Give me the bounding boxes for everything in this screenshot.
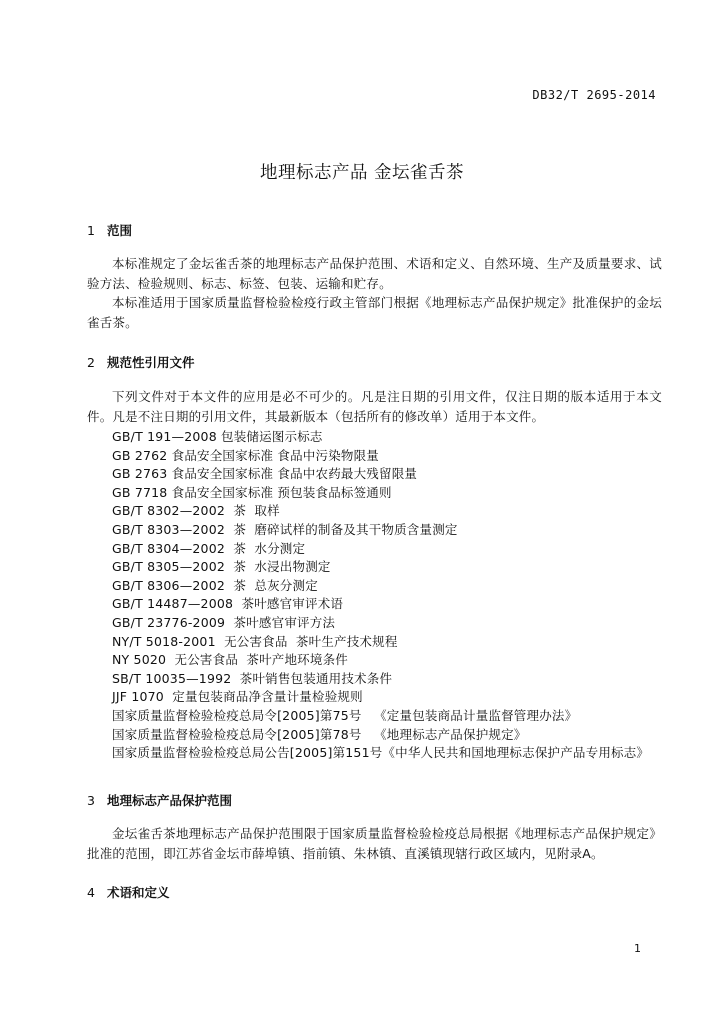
section-heading-scope: [87, 221, 132, 239]
document-title: 地理标志产品 金坛雀舌茶: [259, 163, 465, 183]
section-number: 2: [87, 355, 95, 370]
scope-paragraph-1: 本标准规定了金坛雀舌茶的地理标志产品保护范围、术语和定义、自然环境、生产及质量要求、试验方法、检验规则、标志、标签、包装、运输和贮存。: [87, 256, 662, 291]
reference-item: 国家质量监督检验检疫总局令[2005]第78号 《地理标志产品保护规定》: [112, 726, 527, 742]
reference-item: 国家质量监督检验检疫总局令[2005]第75号 《定量包装商品计量监督管理办法》: [112, 707, 578, 723]
reference-item: GB/T 8305—2002 茶 水浸出物测定: [112, 559, 331, 575]
reference-item: GB/T 8304—2002 茶 水分测定: [112, 540, 306, 556]
reference-item: GB/T 14487—2008 茶叶感官审评术语: [112, 596, 344, 612]
section-title: 范围: [107, 223, 133, 238]
section-number: 1: [87, 223, 95, 238]
section-heading-normative-references: [87, 353, 195, 371]
scope-paragraph-2: 本标准适用于国家质量监督检验检疫行政主管部门根据《地理标志产品保护规定》批准保护的金坛雀舌茶。: [87, 295, 662, 330]
section-title: 地理标志产品保护范围: [107, 793, 233, 808]
section-number: 4: [87, 885, 95, 900]
section-number: 3: [87, 793, 95, 808]
reference-item: GB 7718 食品安全国家标准 预包装食品标签通则: [112, 484, 392, 500]
reference-list: [112, 428, 649, 763]
reference-item: GB/T 8302—2002 茶 取样: [112, 503, 280, 519]
protection-scope-paragraph: 金坛雀舌茶地理标志产品保护范围限于国家质量监督检验检疫总局根据《地理标志产品保护规定》批准的范围，即江苏省金坛市薛埠镇、指前镇、朱林镇、直溪镇现辖行政区域内，见附录A。: [87, 826, 662, 861]
reference-item: GB/T 8303—2002 茶 磨碎试样的制备及其干物质含量测定: [112, 521, 458, 537]
reference-item: GB 2762 食品安全国家标准 食品中污染物限量: [112, 447, 379, 463]
reference-item: GB/T 23776-2009 茶叶感官审评方法: [112, 614, 336, 630]
reference-item: GB/T 191—2008 包装储运图示标志: [112, 429, 323, 444]
references-intro-paragraph: 下列文件对于本文件的应用是必不可少的。凡是注日期的引用文件，仅注日期的版本适用于本文件。凡是不注日期的引用文件，其最新版本（包括所有的修改单）适用于本文件。: [87, 389, 662, 424]
reference-item: SB/T 10035—1992 茶叶销售包装通用技术条件: [112, 670, 393, 686]
reference-item: 国家质量监督检验检疫总局公告[2005]第151号《中华人民共和国地理标志保护产品专用标志》: [112, 745, 650, 761]
reference-item: GB/T 8306—2002 茶 总灰分测定: [112, 577, 318, 593]
section-heading-terms-definitions: [87, 883, 170, 901]
reference-item: NY/T 5018-2001 无公害食品 茶叶生产技术规程: [112, 633, 398, 649]
reference-item: JJF 1070 定量包装商品净含量计量检验规则: [112, 689, 363, 705]
standard-code: DB32/T 2695-2014: [532, 88, 656, 102]
reference-item: GB 2763 食品安全国家标准 食品中农药最大残留限量: [112, 466, 418, 482]
section-title: 规范性引用文件: [107, 355, 195, 370]
reference-item: NY 5020 无公害食品 茶叶产地环境条件: [112, 652, 348, 668]
section-title: 术语和定义: [107, 885, 170, 900]
page-number: 1: [634, 942, 641, 955]
section-heading-protection-scope: [87, 791, 232, 809]
